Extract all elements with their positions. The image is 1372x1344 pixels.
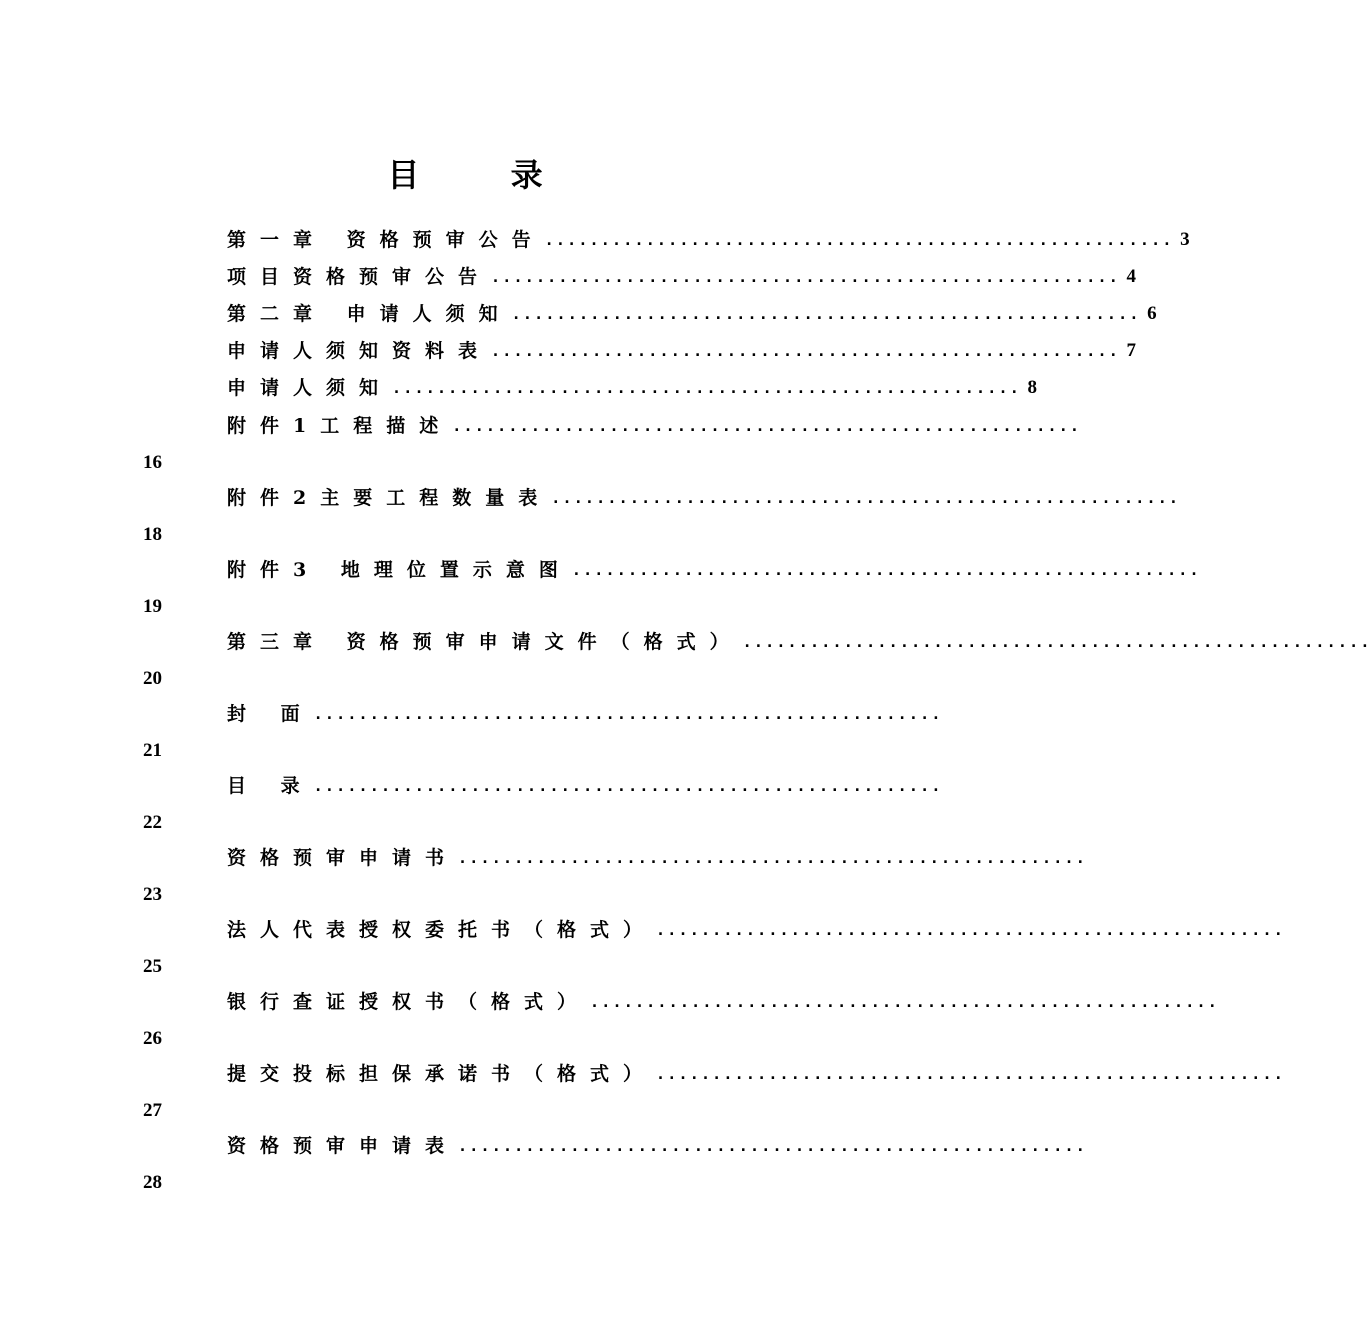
toc-entry-page: 22 <box>143 812 162 833</box>
toc-dot-leader: ........................................................ <box>491 268 1120 286</box>
toc-entry-page: 16 <box>143 452 162 473</box>
toc-dot-leader: ........................................................ <box>544 231 1174 249</box>
toc-entry-page: 4 <box>1126 266 1136 287</box>
toc-entry[interactable] <box>227 297 1157 327</box>
toc-entry[interactable] <box>227 625 1372 655</box>
toc-entry-label: 第二章 申请人须知 <box>227 303 512 325</box>
toc-entry-page: 7 <box>1126 340 1136 361</box>
toc-dot-leader: ........................................................ <box>656 921 1285 939</box>
toc-dot-leader: ........................................................ <box>742 633 1372 651</box>
toc-entry-label: 资格预审申请表 <box>227 1135 459 1157</box>
toc-dot-leader: ........................................................ <box>458 1137 1087 1155</box>
toc-entry-page: 28 <box>143 1172 162 1193</box>
toc-entry[interactable] <box>227 769 943 799</box>
toc-entry[interactable] <box>227 1057 1285 1087</box>
toc-dot-leader: ........................................................ <box>458 849 1087 867</box>
toc-entry-page: 26 <box>143 1028 162 1049</box>
toc-entry-page: 27 <box>143 1100 162 1121</box>
toc-dot-leader: ........................................................ <box>590 993 1219 1011</box>
toc-entry-page: 3 <box>1180 229 1190 250</box>
toc-entry-label: 银行查证授权书（格式） <box>227 991 591 1013</box>
toc-entry-label: 附件2主要工程数量表 <box>227 487 552 509</box>
toc-entry-label: 项目资格预审公告 <box>227 266 492 288</box>
toc-entry-label: 申请人须知 <box>227 377 393 399</box>
toc-dot-leader: ........................................................ <box>571 561 1201 579</box>
toc-dot-leader: ........................................................ <box>313 777 943 795</box>
toc-entry[interactable] <box>227 841 1087 871</box>
toc-entry[interactable] <box>227 334 1136 364</box>
toc-entry-label: 第一章 资格预审公告 <box>227 229 545 251</box>
toc-dot-leader: ........................................................ <box>551 489 1181 507</box>
toc-entry[interactable] <box>227 260 1136 290</box>
toc-entry-page: 20 <box>143 668 162 689</box>
toc-entry-label: 提交投标担保承诺书（格式） <box>227 1063 657 1085</box>
toc-entry[interactable] <box>227 481 1181 511</box>
toc-entry-page: 25 <box>143 956 162 977</box>
toc-entry-label: 目 录 <box>227 775 314 797</box>
toc-entry-label: 资格预审申请书 <box>227 847 459 869</box>
toc-entry[interactable] <box>227 223 1190 253</box>
toc-entry-page: 23 <box>143 884 162 905</box>
toc-entry-label: 法人代表授权委托书（格式） <box>227 919 657 941</box>
toc-entry-label: 封 面 <box>227 703 314 725</box>
toc-entry[interactable] <box>227 913 1285 943</box>
document-title: 目 录 <box>387 156 583 194</box>
toc-dot-leader: ........................................................ <box>452 417 1082 435</box>
toc-entry-page: 6 <box>1147 303 1157 324</box>
toc-entry[interactable] <box>227 553 1201 583</box>
toc-entry[interactable] <box>227 985 1219 1015</box>
toc-entry[interactable] <box>227 697 943 727</box>
toc-dot-leader: ........................................................ <box>491 342 1120 360</box>
toc-entry-label: 第三章 资格预审申请文件（格式） <box>227 631 743 653</box>
toc-entry[interactable] <box>227 409 1082 439</box>
toc-dot-leader: ........................................................ <box>656 1065 1285 1083</box>
toc-dot-leader: ........................................................ <box>313 705 943 723</box>
toc-entry[interactable] <box>227 371 1037 401</box>
toc-entry-label: 申请人须知资料表 <box>227 340 492 362</box>
toc-dot-leader: ........................................................ <box>511 305 1141 323</box>
toc-entry-label: 附件1工程描述 <box>227 415 453 437</box>
toc-entry-page: 18 <box>143 524 162 545</box>
toc-entry-page: 8 <box>1027 377 1037 398</box>
toc-entry-page: 19 <box>143 596 162 617</box>
toc-entry[interactable] <box>227 1129 1087 1159</box>
toc-entry-label: 附件3 地理位置示意图 <box>227 559 572 581</box>
toc-dot-leader: ........................................................ <box>392 379 1021 397</box>
toc-entry-page: 21 <box>143 740 162 761</box>
